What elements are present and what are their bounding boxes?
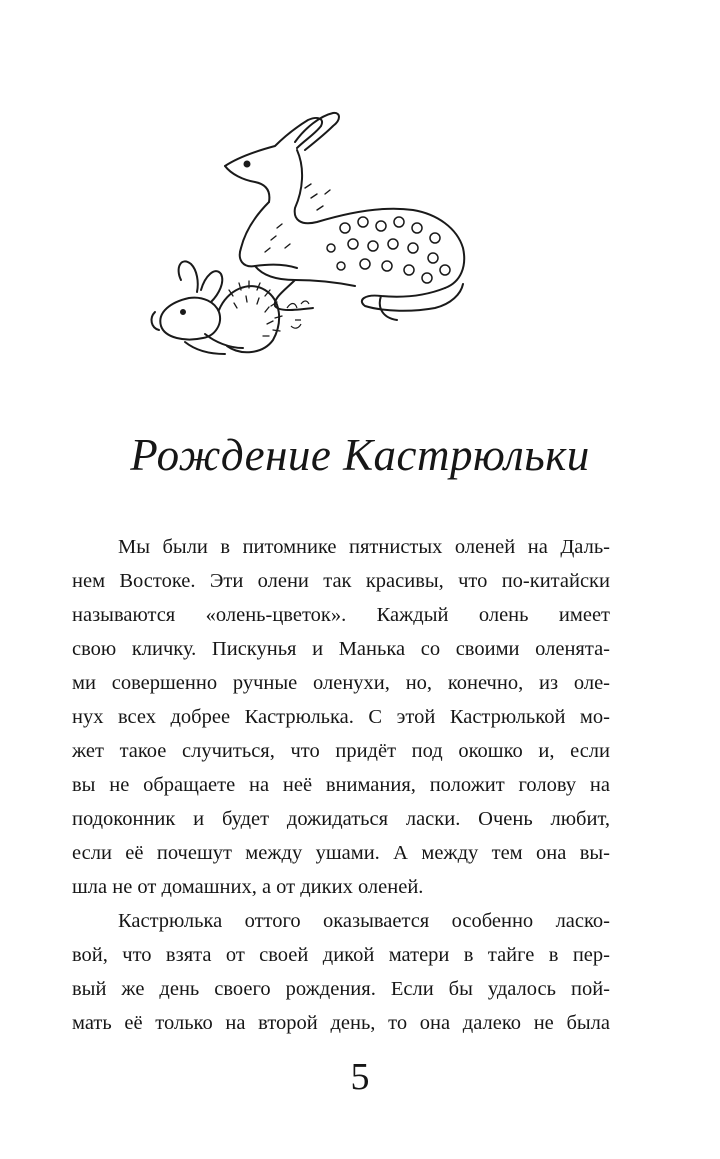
text-line: если её почешут между ушами. А между тем она вы-	[72, 842, 610, 864]
text-line: Кастрюлька оттого оказывается особенно ласко-	[118, 910, 610, 932]
chapter-title: Рождение Кастрюльки	[130, 430, 590, 480]
text-line: нем Востоке. Эти олени так красивы, что по-китайски	[72, 570, 610, 592]
text-line: вы не обращаете на неё внимания, положит голову на	[72, 774, 610, 796]
text-line: вой, что взята от своей дикой матери в тайге в пер-	[72, 944, 610, 966]
text-line: ми совершенно ручные оленухи, но, конечно, из оле-	[72, 672, 610, 694]
text-line: жет такое случиться, что придёт под окошко и, если	[72, 740, 610, 762]
body-text	[72, 530, 610, 1040]
text-line: нух всех добрее Кастрюлька. С этой Кастрюлькой мо-	[72, 706, 610, 728]
text-line: вый же день своего рождения. Если бы удалось пой-	[72, 978, 610, 1000]
page-number: 5	[350, 1056, 370, 1098]
text-line: мать её только на второй день, то она далеко не была	[72, 1012, 610, 1034]
text-line: называются «олень-цветок». Каждый олень имеет	[72, 604, 610, 626]
text-line: Мы были в питомнике пятнистых оленей на Даль-	[118, 536, 610, 558]
text-line: шла не от домашних, а от диких оленей.	[72, 876, 424, 898]
text-line: подоконник и будет дожидаться ласки. Очень любит,	[72, 808, 610, 830]
text-line: свою кличку. Пискунья и Манька со своими оленята-	[72, 638, 610, 660]
deer-fawns-illustration-icon	[145, 98, 475, 360]
